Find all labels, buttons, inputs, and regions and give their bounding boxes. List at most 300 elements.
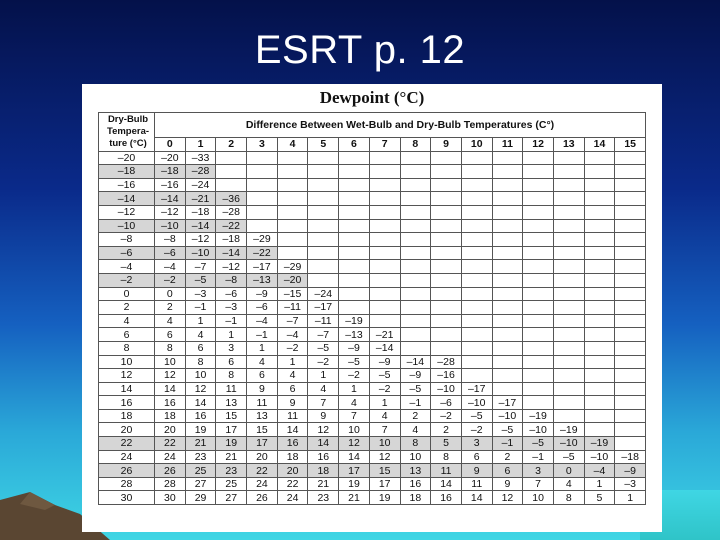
dewpoint-cell <box>369 205 400 219</box>
dry-bulb-temp-cell: 12 <box>99 369 155 383</box>
dewpoint-cell <box>615 355 646 369</box>
dewpoint-cell <box>492 355 523 369</box>
dewpoint-cell <box>400 287 431 301</box>
dewpoint-cell <box>400 233 431 247</box>
dewpoint-cell <box>277 219 308 233</box>
dry-bulb-temp-cell: 8 <box>99 341 155 355</box>
dewpoint-cell <box>247 151 278 165</box>
dewpoint-cell <box>369 151 400 165</box>
dewpoint-cell: –28 <box>216 205 247 219</box>
dewpoint-cell <box>523 273 554 287</box>
dewpoint-cell: 13 <box>216 396 247 410</box>
dewpoint-cell: 16 <box>185 409 216 423</box>
dewpoint-cell: 14 <box>277 423 308 437</box>
dewpoint-cell: 14 <box>339 450 370 464</box>
dewpoint-cell <box>247 192 278 206</box>
dewpoint-cell <box>523 355 554 369</box>
dewpoint-cell <box>339 260 370 274</box>
dewpoint-cell: 25 <box>216 477 247 491</box>
dewpoint-cell <box>584 328 615 342</box>
dewpoint-cell <box>277 165 308 179</box>
dewpoint-cell <box>523 314 554 328</box>
dewpoint-cell: –7 <box>277 314 308 328</box>
dewpoint-cell: 1 <box>216 328 247 342</box>
dewpoint-cell: –5 <box>461 409 492 423</box>
dewpoint-cell <box>584 192 615 206</box>
dewpoint-cell: –10 <box>185 246 216 260</box>
dewpoint-cell <box>492 341 523 355</box>
dewpoint-cell <box>247 205 278 219</box>
dewpoint-cell <box>308 165 339 179</box>
dewpoint-cell <box>461 219 492 233</box>
dewpoint-cell <box>400 165 431 179</box>
dewpoint-cell: 16 <box>277 437 308 451</box>
dewpoint-cell: –8 <box>155 233 186 247</box>
dewpoint-cell: 23 <box>308 491 339 505</box>
dewpoint-cell <box>584 151 615 165</box>
dewpoint-cell <box>431 260 462 274</box>
dewpoint-cell <box>369 233 400 247</box>
dewpoint-cell <box>431 205 462 219</box>
dewpoint-cell <box>553 205 584 219</box>
dewpoint-cell: 8 <box>553 491 584 505</box>
dewpoint-cell: 9 <box>247 382 278 396</box>
dewpoint-cell <box>615 382 646 396</box>
dewpoint-cell: –2 <box>308 355 339 369</box>
dewpoint-cell <box>492 328 523 342</box>
dewpoint-cell <box>369 165 400 179</box>
dewpoint-cell <box>523 301 554 315</box>
dry-bulb-temp-cell: –6 <box>99 246 155 260</box>
dewpoint-cell <box>339 205 370 219</box>
dewpoint-cell: 11 <box>247 396 278 410</box>
dewpoint-cell: 10 <box>185 369 216 383</box>
dewpoint-cell <box>553 151 584 165</box>
dewpoint-cell: –18 <box>155 165 186 179</box>
dewpoint-cell <box>400 314 431 328</box>
dewpoint-cell: –9 <box>369 355 400 369</box>
column-header-5: 5 <box>308 138 339 152</box>
dry-bulb-temp-cell: –12 <box>99 205 155 219</box>
dewpoint-cell: 11 <box>216 382 247 396</box>
dewpoint-cell: –12 <box>185 233 216 247</box>
dewpoint-cell <box>431 314 462 328</box>
dewpoint-cell: –1 <box>400 396 431 410</box>
dewpoint-cell <box>615 233 646 247</box>
dewpoint-cell: –9 <box>400 369 431 383</box>
dewpoint-cell <box>369 192 400 206</box>
dewpoint-cell <box>553 301 584 315</box>
dewpoint-cell <box>369 246 400 260</box>
dewpoint-cell: 21 <box>339 491 370 505</box>
dewpoint-cell: –10 <box>461 396 492 410</box>
dewpoint-cell <box>553 328 584 342</box>
dewpoint-cell <box>492 301 523 315</box>
dewpoint-cell <box>308 273 339 287</box>
dewpoint-cell: 2 <box>400 409 431 423</box>
dewpoint-cell: 6 <box>155 328 186 342</box>
dewpoint-cell: –14 <box>400 355 431 369</box>
dewpoint-cell: 4 <box>155 314 186 328</box>
column-header-10: 10 <box>461 138 492 152</box>
dewpoint-cell <box>584 369 615 383</box>
table-row <box>99 192 646 206</box>
dewpoint-cell: –19 <box>523 409 554 423</box>
dewpoint-cell: –7 <box>308 328 339 342</box>
dewpoint-cell <box>277 233 308 247</box>
dewpoint-cell <box>584 205 615 219</box>
dry-bulb-temp-cell: 18 <box>99 409 155 423</box>
dewpoint-cell: 11 <box>277 409 308 423</box>
dry-bulb-temp-cell: –10 <box>99 219 155 233</box>
dewpoint-cell: 10 <box>400 450 431 464</box>
dewpoint-cell: 8 <box>155 341 186 355</box>
dewpoint-cell: –29 <box>247 233 278 247</box>
dewpoint-cell <box>431 273 462 287</box>
dewpoint-cell: 4 <box>339 396 370 410</box>
dewpoint-cell: 2 <box>155 301 186 315</box>
dewpoint-cell: 1 <box>369 396 400 410</box>
dewpoint-cell <box>584 219 615 233</box>
dewpoint-cell: 19 <box>369 491 400 505</box>
dewpoint-cell <box>615 205 646 219</box>
dewpoint-cell <box>461 287 492 301</box>
dewpoint-cell: –10 <box>584 450 615 464</box>
dewpoint-cell <box>523 396 554 410</box>
dewpoint-cell: 21 <box>308 477 339 491</box>
dewpoint-cell: –21 <box>185 192 216 206</box>
dewpoint-cell <box>339 165 370 179</box>
dewpoint-cell <box>431 219 462 233</box>
column-header-0: 0 <box>155 138 186 152</box>
dewpoint-cell: 26 <box>247 491 278 505</box>
dry-bulb-temp-cell: 30 <box>99 491 155 505</box>
dewpoint-cell <box>400 301 431 315</box>
dewpoint-cell: 1 <box>308 369 339 383</box>
dewpoint-cell: 12 <box>185 382 216 396</box>
dewpoint-cell <box>615 396 646 410</box>
dewpoint-cell <box>400 328 431 342</box>
table-row <box>99 287 646 301</box>
dewpoint-table-card <box>82 84 662 532</box>
dewpoint-cell <box>492 151 523 165</box>
dewpoint-cell: 4 <box>553 477 584 491</box>
table-row <box>99 314 646 328</box>
table-row <box>99 301 646 315</box>
dewpoint-cell <box>400 246 431 260</box>
dewpoint-cell: 6 <box>185 341 216 355</box>
dewpoint-cell: 6 <box>247 369 278 383</box>
dewpoint-cell <box>492 260 523 274</box>
dewpoint-cell <box>339 301 370 315</box>
dewpoint-cell: –19 <box>584 437 615 451</box>
dewpoint-cell <box>431 192 462 206</box>
dewpoint-cell: –3 <box>185 287 216 301</box>
dewpoint-cell: 18 <box>308 464 339 478</box>
dewpoint-cell <box>615 165 646 179</box>
dewpoint-cell <box>615 246 646 260</box>
dewpoint-cell: 18 <box>155 409 186 423</box>
dewpoint-cell <box>584 396 615 410</box>
dewpoint-cell: 24 <box>247 477 278 491</box>
dewpoint-cell: 3 <box>216 341 247 355</box>
dewpoint-cell <box>400 178 431 192</box>
dewpoint-cell <box>400 192 431 206</box>
dewpoint-cell <box>523 369 554 383</box>
dewpoint-cell <box>308 151 339 165</box>
dewpoint-cell: 8 <box>216 369 247 383</box>
dewpoint-cell <box>461 369 492 383</box>
dewpoint-cell: 24 <box>155 450 186 464</box>
dewpoint-cell <box>615 301 646 315</box>
dewpoint-cell <box>400 260 431 274</box>
dewpoint-cell <box>216 151 247 165</box>
dewpoint-cell <box>584 409 615 423</box>
dewpoint-cell: 2 <box>431 423 462 437</box>
dewpoint-cell <box>584 287 615 301</box>
dewpoint-cell <box>615 151 646 165</box>
dewpoint-cell <box>553 382 584 396</box>
dewpoint-cell <box>584 260 615 274</box>
dewpoint-cell: –17 <box>308 301 339 315</box>
dewpoint-cell <box>553 314 584 328</box>
table-row <box>99 450 646 464</box>
dewpoint-cell <box>492 382 523 396</box>
dewpoint-cell: –1 <box>492 437 523 451</box>
dewpoint-cell: –11 <box>277 301 308 315</box>
dewpoint-cell: 12 <box>369 450 400 464</box>
dry-bulb-temp-cell: –2 <box>99 273 155 287</box>
dewpoint-cell <box>553 219 584 233</box>
dewpoint-cell: –9 <box>615 464 646 478</box>
dewpoint-cell: 1 <box>185 314 216 328</box>
dewpoint-cell: 3 <box>461 437 492 451</box>
dewpoint-cell <box>492 233 523 247</box>
dewpoint-cell <box>247 165 278 179</box>
dewpoint-cell: 17 <box>339 464 370 478</box>
dewpoint-cell: –19 <box>339 314 370 328</box>
dewpoint-cell <box>523 382 554 396</box>
dewpoint-cell: 7 <box>523 477 554 491</box>
dewpoint-cell <box>523 165 554 179</box>
dewpoint-cell <box>431 178 462 192</box>
dewpoint-cell <box>431 165 462 179</box>
dewpoint-cell <box>584 341 615 355</box>
dewpoint-cell <box>369 219 400 233</box>
dewpoint-cell <box>615 328 646 342</box>
dry-bulb-temp-cell: –14 <box>99 192 155 206</box>
dewpoint-cell <box>400 219 431 233</box>
dewpoint-cell: 23 <box>185 450 216 464</box>
dewpoint-cell: –16 <box>431 369 462 383</box>
dewpoint-cell <box>523 151 554 165</box>
dewpoint-cell <box>431 341 462 355</box>
dry-bulb-temp-cell: 24 <box>99 450 155 464</box>
dewpoint-cell <box>339 287 370 301</box>
dewpoint-cell: –10 <box>155 219 186 233</box>
dewpoint-cell: –1 <box>523 450 554 464</box>
dewpoint-cell: 12 <box>492 491 523 505</box>
dewpoint-cell: –22 <box>247 246 278 260</box>
table-row <box>99 151 646 165</box>
dewpoint-cell: 7 <box>369 423 400 437</box>
dewpoint-cell: –2 <box>277 341 308 355</box>
dewpoint-cell: 1 <box>339 382 370 396</box>
dewpoint-cell <box>492 246 523 260</box>
table-row <box>99 246 646 260</box>
table-row <box>99 369 646 383</box>
table-row <box>99 219 646 233</box>
dewpoint-cell <box>400 151 431 165</box>
dewpoint-cell: –4 <box>277 328 308 342</box>
column-header-13: 13 <box>553 138 584 152</box>
dewpoint-cell <box>615 273 646 287</box>
dewpoint-cell <box>461 192 492 206</box>
column-header-14: 14 <box>584 138 615 152</box>
dewpoint-cell: 13 <box>400 464 431 478</box>
dewpoint-cell <box>615 341 646 355</box>
dewpoint-cell <box>584 165 615 179</box>
dewpoint-cell <box>584 178 615 192</box>
dewpoint-cell <box>431 301 462 315</box>
dewpoint-cell <box>523 205 554 219</box>
dewpoint-cell <box>369 301 400 315</box>
dewpoint-cell <box>553 178 584 192</box>
dewpoint-cell <box>615 192 646 206</box>
table-row <box>99 328 646 342</box>
dewpoint-cell: 1 <box>584 477 615 491</box>
dewpoint-cell <box>615 178 646 192</box>
dewpoint-cell <box>431 328 462 342</box>
dewpoint-cell: 16 <box>400 477 431 491</box>
dewpoint-cell <box>553 369 584 383</box>
dewpoint-cell <box>523 246 554 260</box>
dry-bulb-temp-cell: –8 <box>99 233 155 247</box>
dewpoint-cell <box>431 287 462 301</box>
dewpoint-cell: 17 <box>247 437 278 451</box>
table-row <box>99 233 646 247</box>
dry-bulb-temp-cell: 6 <box>99 328 155 342</box>
dry-bulb-temp-cell: 14 <box>99 382 155 396</box>
dewpoint-cell <box>492 178 523 192</box>
dewpoint-cell: 13 <box>247 409 278 423</box>
dewpoint-cell: –5 <box>400 382 431 396</box>
dewpoint-cell: 28 <box>155 477 186 491</box>
dewpoint-cell: 15 <box>369 464 400 478</box>
dewpoint-cell <box>308 233 339 247</box>
dewpoint-cell: –2 <box>155 273 186 287</box>
dewpoint-cell: –20 <box>155 151 186 165</box>
dewpoint-cell <box>584 233 615 247</box>
dewpoint-cell: 11 <box>461 477 492 491</box>
dewpoint-cell: –24 <box>308 287 339 301</box>
dewpoint-cell: 8 <box>400 437 431 451</box>
dewpoint-cell: –19 <box>553 423 584 437</box>
dewpoint-cell <box>277 246 308 260</box>
dewpoint-cell: –22 <box>216 219 247 233</box>
dewpoint-cell: –10 <box>523 423 554 437</box>
dewpoint-cell <box>277 192 308 206</box>
dewpoint-cell <box>461 205 492 219</box>
dewpoint-cell <box>553 260 584 274</box>
dewpoint-cell <box>461 165 492 179</box>
dewpoint-cell <box>247 178 278 192</box>
dewpoint-cell <box>461 151 492 165</box>
dewpoint-cell: –2 <box>339 369 370 383</box>
dewpoint-cell: 9 <box>308 409 339 423</box>
column-header-9: 9 <box>431 138 462 152</box>
dewpoint-cell: 15 <box>247 423 278 437</box>
dewpoint-cell <box>339 246 370 260</box>
dewpoint-cell: 6 <box>461 450 492 464</box>
dewpoint-cell <box>523 341 554 355</box>
dewpoint-cell: 19 <box>339 477 370 491</box>
dewpoint-cell <box>615 369 646 383</box>
dewpoint-cell: 25 <box>185 464 216 478</box>
table-heading: Dewpoint (°C) <box>319 88 425 107</box>
dewpoint-cell: 9 <box>461 464 492 478</box>
dewpoint-cell: 12 <box>339 437 370 451</box>
dewpoint-cell: –13 <box>247 273 278 287</box>
dewpoint-cell: –15 <box>277 287 308 301</box>
dewpoint-cell: 4 <box>308 382 339 396</box>
dewpoint-cell <box>216 165 247 179</box>
dewpoint-cell: –29 <box>277 260 308 274</box>
dewpoint-cell: –14 <box>185 219 216 233</box>
dewpoint-cell: 17 <box>369 477 400 491</box>
dewpoint-cell <box>584 273 615 287</box>
dewpoint-cell: –12 <box>216 260 247 274</box>
dewpoint-cell: –1 <box>247 328 278 342</box>
dewpoint-cell: 2 <box>492 450 523 464</box>
dewpoint-cell <box>492 192 523 206</box>
dewpoint-cell: –5 <box>339 355 370 369</box>
dewpoint-cell <box>584 246 615 260</box>
dewpoint-cell: 1 <box>277 355 308 369</box>
dewpoint-cell: 14 <box>431 477 462 491</box>
dewpoint-cell <box>553 246 584 260</box>
dewpoint-cell: 27 <box>185 477 216 491</box>
dewpoint-cell: 5 <box>431 437 462 451</box>
dewpoint-cell: 17 <box>216 423 247 437</box>
dewpoint-cell <box>339 273 370 287</box>
dewpoint-cell: 22 <box>277 477 308 491</box>
dewpoint-cell <box>492 287 523 301</box>
dry-bulb-temp-cell: –4 <box>99 260 155 274</box>
dewpoint-cell <box>308 260 339 274</box>
dewpoint-cell: 5 <box>584 491 615 505</box>
dry-bulb-temp-cell: 20 <box>99 423 155 437</box>
dewpoint-cell <box>339 219 370 233</box>
dewpoint-cell <box>553 233 584 247</box>
dewpoint-cell <box>308 246 339 260</box>
dewpoint-cell <box>400 205 431 219</box>
column-header-3: 3 <box>247 138 278 152</box>
dry-bulb-temp-cell: –18 <box>99 165 155 179</box>
dewpoint-cell: 4 <box>400 423 431 437</box>
dewpoint-cell <box>615 423 646 437</box>
dewpoint-cell: –5 <box>553 450 584 464</box>
dewpoint-cell <box>615 409 646 423</box>
dewpoint-cell <box>461 233 492 247</box>
dewpoint-cell: –21 <box>369 328 400 342</box>
dewpoint-cell: –6 <box>216 287 247 301</box>
dewpoint-cell <box>369 273 400 287</box>
dewpoint-cell: 0 <box>155 287 186 301</box>
table-row <box>99 260 646 274</box>
dewpoint-cell: –7 <box>185 260 216 274</box>
dewpoint-cell <box>461 260 492 274</box>
